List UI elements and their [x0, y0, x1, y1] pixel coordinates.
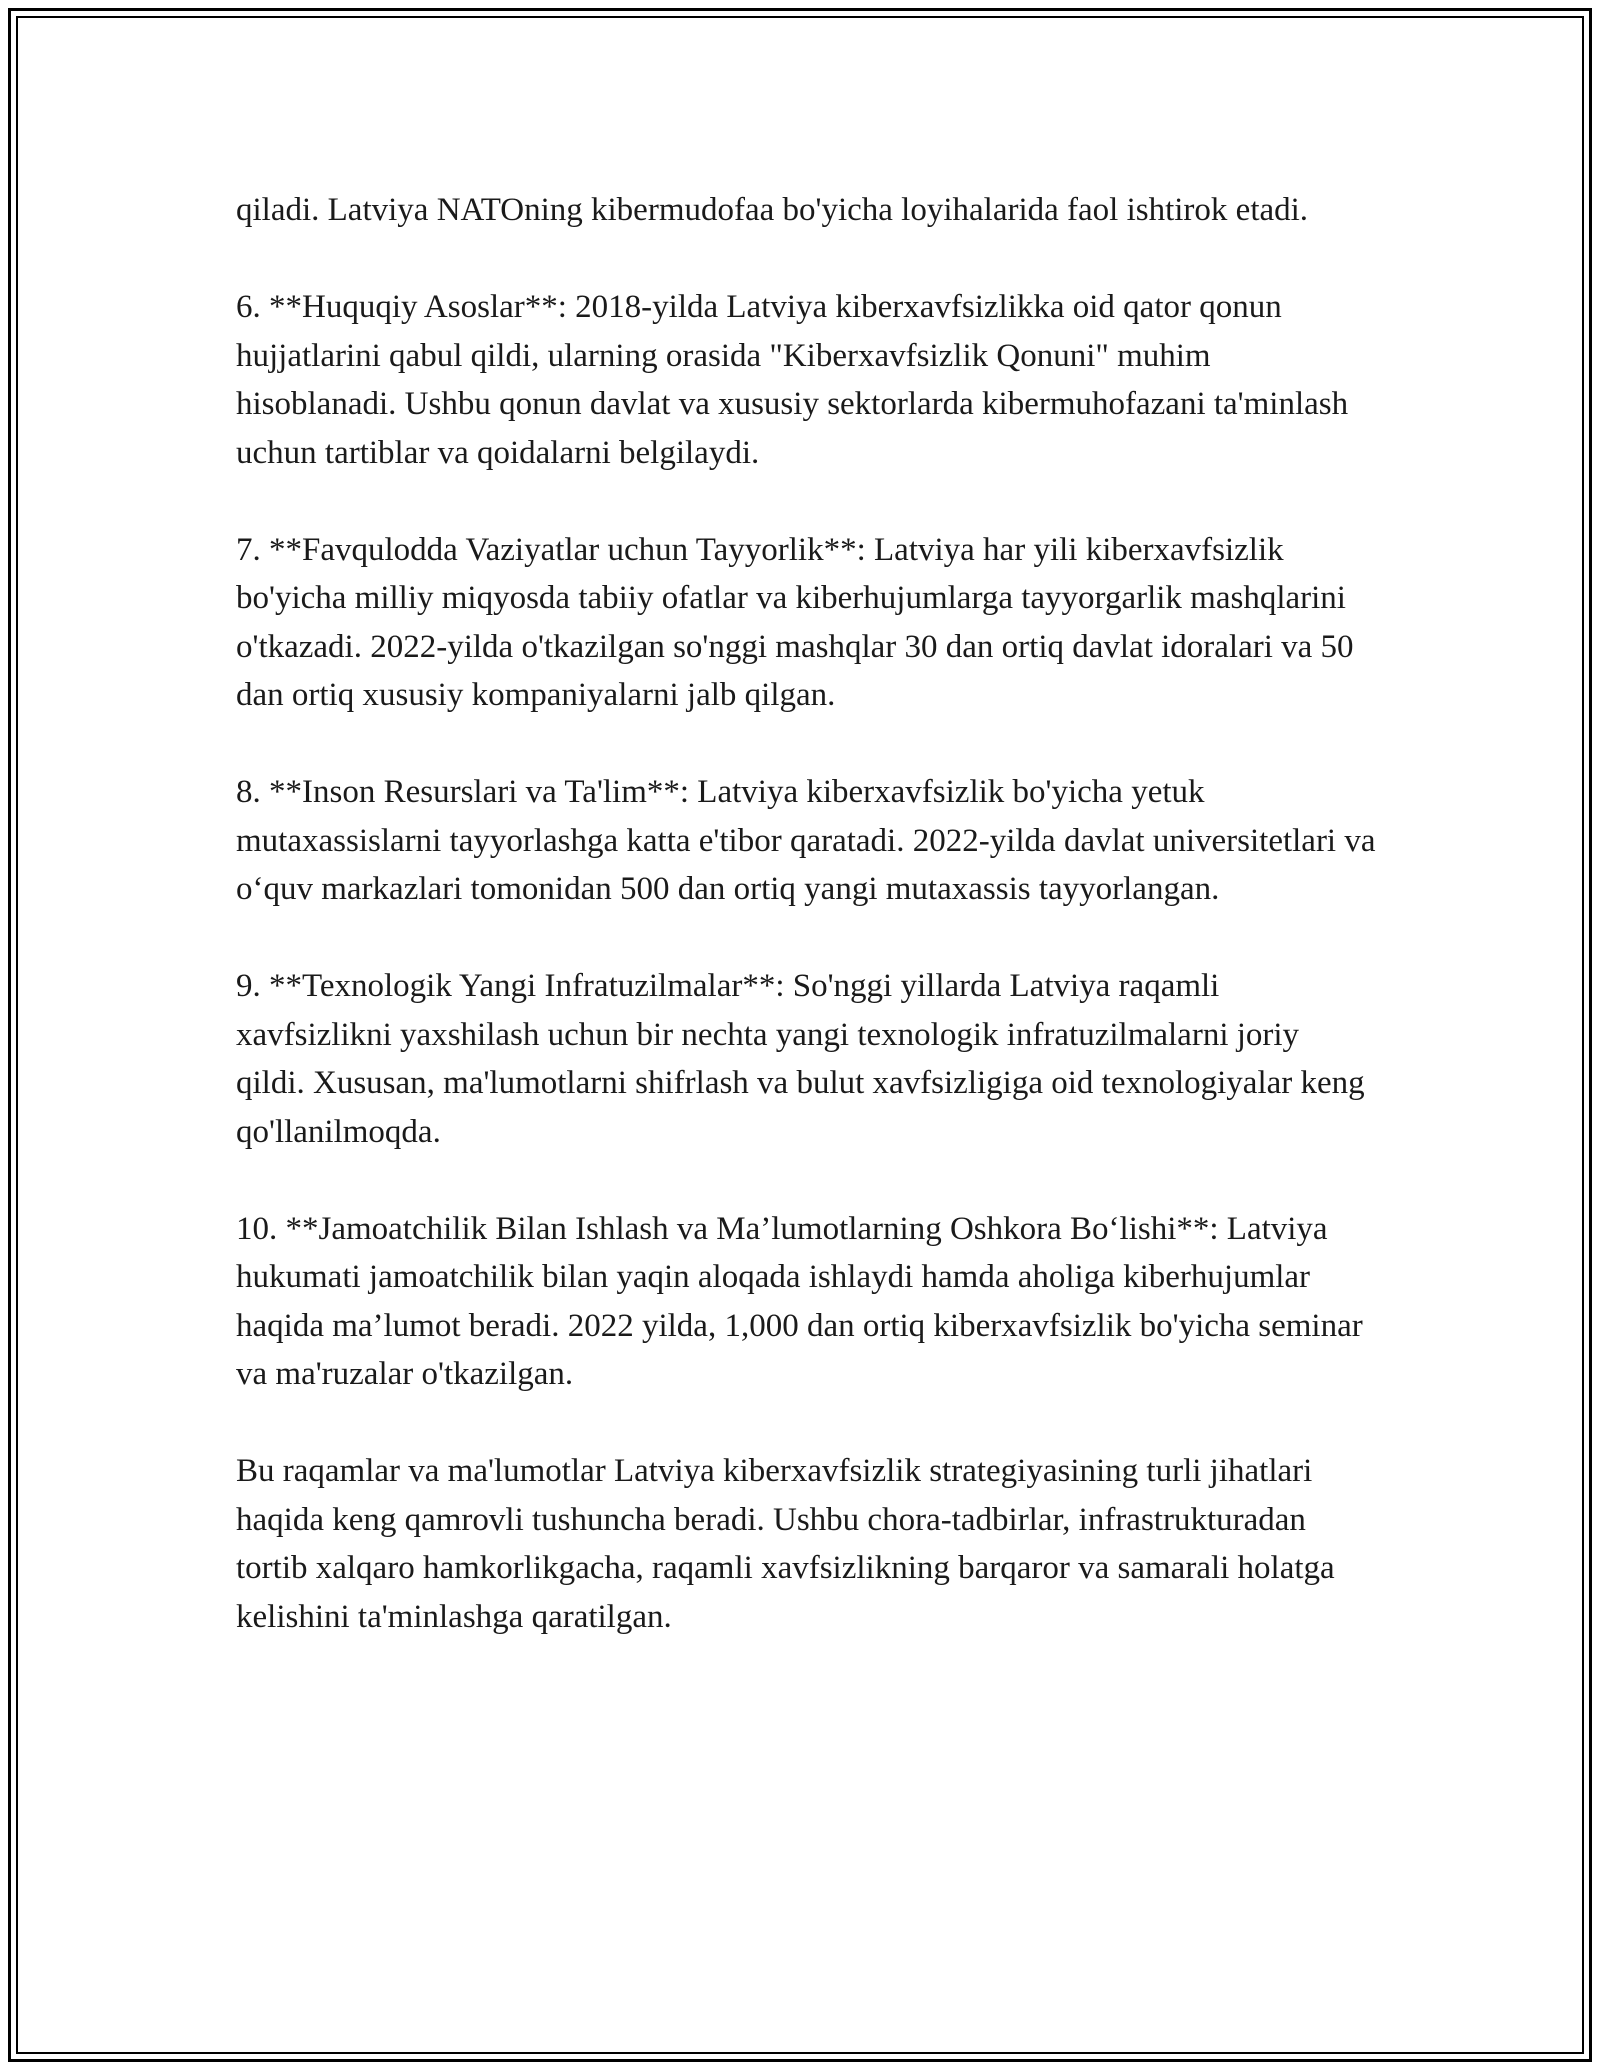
paragraph-continuation: qiladi. Latviya NATOning kibermudofaa bo'yicha loyihalarida faol ishtirok etadi.: [236, 192, 1309, 228]
paragraph-technology-infrastructure: 9. **Texnologik Yangi Infratuzilmalar**: So'nggi yillarda Latviya raqamli xavfsizlikni yaxshilash uchun bir nechta yangi texnologik infratuzilmalarni joriy qildi. Xususan, ma'lumotlarni shifrlash va bulut xavfsizligiga oid texnologiyalar keng qo'llanilmoqda.: [236, 968, 1365, 1150]
paragraph-conclusion: Bu raqamlar va ma'lumotlar Latviya kiberxavfsizlik strategiyasining turli jihatlari haqida keng qamrovli tushuncha beradi. Ushbu chora-tadbirlar, infrastrukturadan tortib xalqaro hamkorlikgacha, raqamli xavfsizlikning barqaror va samarali holatga kelishini ta'minlashga qaratilgan.: [236, 1453, 1335, 1635]
paragraph-emergency-preparedness: 7. **Favqulodda Vaziyatlar uchun Tayyorlik**: Latviya har yili kiberxavfsizlik bo'yicha milliy miqyosda tabiiy ofatlar va kiberhujumlarga tayyorgarlik mashqlarini o'tkazadi. 2022-yilda o'tkazilgan so'nggi mashqlar 30 dan ortiq davlat idoralari va 50 dan ortiq xususiy kompaniyalarni jalb qilgan.: [236, 531, 1354, 713]
paragraph-human-resources: 8. **Inson Resurslari va Ta'lim**: Latviya kiberxavfsizlik bo'yicha yetuk mutaxassislarni tayyorlashga katta e'tibor qaratadi. 2022-yilda davlat universitetlari va o‘quv markazlari tomonidan 500 dan ortiq yangi mutaxassis tayyorlangan.: [236, 774, 1376, 907]
paragraph-legal-foundations: 6. **Huquqiy Asoslar**: 2018-yilda Latviya kiberxavfsizlikka oid qator qonun hujjatlarini qabul qildi, ularning orasida "Kiberxavfsizlik Qonuni" muhim hisoblanadi. Ushbu qonun davlat va xususiy sektorlarda kibermuhofazani ta'minlash uchun tartiblar va qoidalarni belgilaydi.: [236, 289, 1349, 471]
document-body: [236, 186, 1376, 1641]
paragraph-public-relations: 10. **Jamoatchilik Bilan Ishlash va Ma’lumotlarning Oshkora Bo‘lishi**: Latviya hukumati jamoatchilik bilan yaqin aloqada ishlaydi hamda aholiga kiberhujumlar haqida ma’lumot beradi. 2022 yilda, 1,000 dan ortiq kiberxavfsizlik bo'yicha seminar va ma'ruzalar o'tkazilgan.: [236, 1210, 1363, 1392]
